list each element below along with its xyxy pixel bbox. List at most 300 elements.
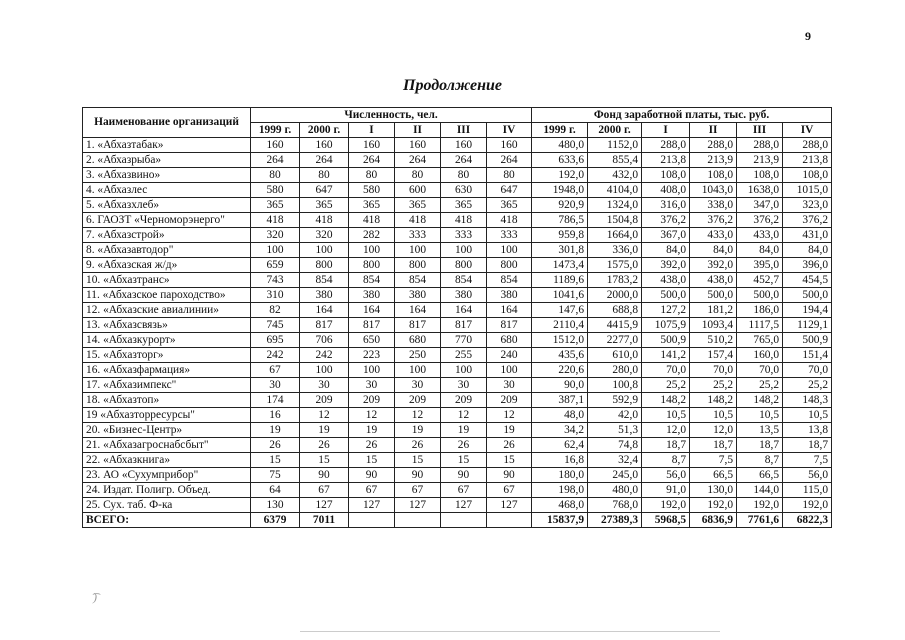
headcount-cell: 164 (395, 303, 441, 318)
fund-cell: 500,9 (642, 333, 690, 348)
fund-cell: 192,0 (532, 168, 588, 183)
fund-cell: 500,0 (642, 288, 690, 303)
fund-cell: 468,0 (532, 498, 588, 513)
fund-cell: 959,8 (532, 228, 588, 243)
headcount-cell: 75 (251, 468, 300, 483)
table-row (83, 228, 832, 243)
headcount-cell: 15 (300, 453, 349, 468)
fund-cell: 148,2 (690, 393, 737, 408)
table-row (83, 198, 832, 213)
fund-cell: 130,0 (690, 483, 737, 498)
fund-cell: 4415,9 (588, 318, 642, 333)
fund-cell: 920,9 (532, 198, 588, 213)
fund-cell: 84,0 (783, 243, 832, 258)
fund-cell: 56,0 (642, 468, 690, 483)
fund-cell: 438,0 (690, 273, 737, 288)
table-row (83, 153, 832, 168)
headcount-cell: 100 (251, 243, 300, 258)
headcount-cell: 26 (395, 438, 441, 453)
org-name-cell: 5. «Абхазхлеб» (83, 198, 251, 213)
payroll-table (82, 107, 832, 528)
headcount-cell: 67 (395, 483, 441, 498)
headcount-cell: 365 (441, 198, 487, 213)
headcount-cell: 12 (300, 408, 349, 423)
fund-cell: 25,2 (783, 378, 832, 393)
fund-cell: 8,7 (737, 453, 783, 468)
fund-cell: 100,8 (588, 378, 642, 393)
headcount-cell: 80 (251, 168, 300, 183)
fund-cell: 1093,4 (690, 318, 737, 333)
headcount-cell: 100 (487, 243, 532, 258)
headcount-cell: 854 (487, 273, 532, 288)
headcount-cell: 854 (441, 273, 487, 288)
headcount-cell: 800 (349, 258, 395, 273)
headcount-cell: 127 (300, 498, 349, 513)
fund-cell: 280,0 (588, 363, 642, 378)
headcount-cell: 800 (487, 258, 532, 273)
fund-cell: 108,0 (737, 168, 783, 183)
headcount-cell: 320 (300, 228, 349, 243)
fund-cell: 1152,0 (588, 138, 642, 153)
org-name-cell: 22. «Абхазкнига» (83, 453, 251, 468)
headcount-cell: 164 (300, 303, 349, 318)
header-fund-q2: II (690, 123, 737, 138)
fund-cell: 1189,6 (532, 273, 588, 288)
table-row (83, 273, 832, 288)
fund-cell: 56,0 (783, 468, 832, 483)
headcount-cell: 380 (441, 288, 487, 303)
headcount-cell: 100 (441, 243, 487, 258)
headcount-cell: 255 (441, 348, 487, 363)
headcount-cell: 100 (395, 243, 441, 258)
fund-cell: 25,2 (690, 378, 737, 393)
headcount-cell: 130 (251, 498, 300, 513)
headcount-cell: 854 (300, 273, 349, 288)
header-fund-1999: 1999 г. (532, 123, 588, 138)
fund-cell: 148,2 (737, 393, 783, 408)
page-title: Продолжение (403, 77, 502, 94)
headcount-cell: 15 (349, 453, 395, 468)
fund-cell: 1638,0 (737, 183, 783, 198)
fund-cell: 32,4 (588, 453, 642, 468)
headcount-cell: 100 (300, 363, 349, 378)
headcount-cell: 26 (441, 438, 487, 453)
fund-cell: 633,6 (532, 153, 588, 168)
fund-cell: 213,9 (737, 153, 783, 168)
fund-cell: 323,0 (783, 198, 832, 213)
org-name-cell: 1. «Абхазтабак» (83, 138, 251, 153)
headcount-cell: 854 (395, 273, 441, 288)
headcount-cell: 800 (395, 258, 441, 273)
headcount-cell: 67 (251, 363, 300, 378)
headcount-cell: 647 (300, 183, 349, 198)
headcount-cell: 817 (395, 318, 441, 333)
headcount-cell: 770 (441, 333, 487, 348)
fund-cell: 10,5 (737, 408, 783, 423)
fund-cell: 452,7 (737, 273, 783, 288)
fund-cell: 765,0 (737, 333, 783, 348)
fund-cell: 433,0 (690, 228, 737, 243)
fund-cell: 18,7 (642, 438, 690, 453)
fund-cell: 90,0 (532, 378, 588, 393)
fund-cell: 34,2 (532, 423, 588, 438)
fund-cell: 160,0 (737, 348, 783, 363)
headcount-cell: 240 (487, 348, 532, 363)
fund-cell: 610,0 (588, 348, 642, 363)
fund-cell: 245,0 (588, 468, 642, 483)
header-headcount: Численность, чел. (251, 108, 532, 123)
headcount-cell: 282 (349, 228, 395, 243)
org-name-cell: 16. «Абхазфармация» (83, 363, 251, 378)
headcount-cell: 19 (251, 423, 300, 438)
header-row-group (83, 108, 832, 123)
fund-cell: 157,4 (690, 348, 737, 363)
fund-cell: 336,0 (588, 243, 642, 258)
headcount-cell: 333 (487, 228, 532, 243)
table-row (83, 213, 832, 228)
table-row (83, 408, 832, 423)
headcount-cell: 160 (395, 138, 441, 153)
fund-cell: 10,5 (783, 408, 832, 423)
headcount-cell: 127 (349, 498, 395, 513)
fund-cell: 186,0 (737, 303, 783, 318)
header-org-name: Наименование организаций (83, 108, 251, 138)
org-name-cell: ВСЕГО: (83, 513, 251, 528)
fund-cell: 74,8 (588, 438, 642, 453)
headcount-cell: 320 (251, 228, 300, 243)
fund-cell: 42,0 (588, 408, 642, 423)
table-body (83, 138, 832, 528)
headcount-cell: 80 (300, 168, 349, 183)
table-row (83, 378, 832, 393)
headcount-cell: 817 (300, 318, 349, 333)
headcount-cell: 64 (251, 483, 300, 498)
table-row (83, 498, 832, 513)
org-name-cell: 6. ГАОЗТ «Черноморэнерго" (83, 213, 251, 228)
fund-cell: 500,0 (783, 288, 832, 303)
fund-cell: 192,0 (737, 498, 783, 513)
headcount-cell: 250 (395, 348, 441, 363)
headcount-cell: 127 (441, 498, 487, 513)
headcount-cell: 30 (300, 378, 349, 393)
fund-cell: 10,5 (690, 408, 737, 423)
fund-cell: 25,2 (642, 378, 690, 393)
headcount-cell: 19 (395, 423, 441, 438)
headcount-cell: 365 (349, 198, 395, 213)
fund-cell: 27389,3 (588, 513, 642, 528)
headcount-cell: 30 (349, 378, 395, 393)
headcount-cell: 90 (300, 468, 349, 483)
headcount-cell: 160 (251, 138, 300, 153)
fund-cell: 25,2 (737, 378, 783, 393)
headcount-cell: 164 (349, 303, 395, 318)
fund-cell: 70,0 (737, 363, 783, 378)
org-name-cell: 4. «Абхазлес (83, 183, 251, 198)
headcount-cell: 817 (441, 318, 487, 333)
headcount-cell: 264 (441, 153, 487, 168)
headcount-cell: 650 (349, 333, 395, 348)
fund-cell: 10,5 (642, 408, 690, 423)
table-row (83, 258, 832, 273)
fund-cell: 1512,0 (532, 333, 588, 348)
header-headcount-q3: III (441, 123, 487, 138)
headcount-cell: 15 (395, 453, 441, 468)
table-row (83, 168, 832, 183)
fund-cell: 91,0 (642, 483, 690, 498)
headcount-cell (395, 513, 441, 528)
fund-cell: 192,0 (690, 498, 737, 513)
headcount-cell: 90 (441, 468, 487, 483)
headcount-cell: 817 (487, 318, 532, 333)
fund-cell: 18,7 (783, 438, 832, 453)
headcount-cell: 310 (251, 288, 300, 303)
headcount-cell: 380 (395, 288, 441, 303)
headcount-cell: 380 (487, 288, 532, 303)
fund-cell: 84,0 (642, 243, 690, 258)
headcount-cell: 209 (441, 393, 487, 408)
fund-cell: 48,0 (532, 408, 588, 423)
page-number: 9 (805, 29, 811, 43)
headcount-cell: 26 (300, 438, 349, 453)
org-name-cell: 25. Сух. таб. Ф-ка (83, 498, 251, 513)
fund-cell: 432,0 (588, 168, 642, 183)
fund-cell: 855,4 (588, 153, 642, 168)
fund-cell: 301,8 (532, 243, 588, 258)
headcount-cell: 743 (251, 273, 300, 288)
headcount-cell: 15 (441, 453, 487, 468)
headcount-cell: 580 (251, 183, 300, 198)
headcount-cell: 380 (300, 288, 349, 303)
fund-cell: 12,0 (690, 423, 737, 438)
fund-cell: 13,5 (737, 423, 783, 438)
fund-cell: 147,6 (532, 303, 588, 318)
fund-cell: 376,2 (737, 213, 783, 228)
table-row (83, 423, 832, 438)
headcount-cell: 418 (251, 213, 300, 228)
org-name-cell: 3. «Абхазвино» (83, 168, 251, 183)
org-name-cell: 21. «Абхазагроснабсбыт" (83, 438, 251, 453)
fund-cell: 288,0 (783, 138, 832, 153)
header-fund-q1: I (642, 123, 690, 138)
fund-cell: 108,0 (642, 168, 690, 183)
headcount-cell: 82 (251, 303, 300, 318)
headcount-cell: 242 (251, 348, 300, 363)
fund-cell: 198,0 (532, 483, 588, 498)
fund-cell: 194,4 (783, 303, 832, 318)
fund-cell: 480,0 (532, 138, 588, 153)
headcount-cell: 6379 (251, 513, 300, 528)
headcount-cell: 12 (441, 408, 487, 423)
headcount-cell: 745 (251, 318, 300, 333)
margin-mark: ͡) (93, 590, 97, 604)
fund-cell: 392,0 (642, 258, 690, 273)
fund-cell: 108,0 (690, 168, 737, 183)
fund-cell: 347,0 (737, 198, 783, 213)
fund-cell: 84,0 (690, 243, 737, 258)
table-row (83, 438, 832, 453)
headcount-cell: 209 (300, 393, 349, 408)
headcount-cell: 160 (441, 138, 487, 153)
fund-cell: 7,5 (690, 453, 737, 468)
headcount-cell: 12 (487, 408, 532, 423)
headcount-cell: 15 (251, 453, 300, 468)
fund-cell: 338,0 (690, 198, 737, 213)
headcount-cell: 67 (441, 483, 487, 498)
fund-cell: 84,0 (737, 243, 783, 258)
headcount-cell: 127 (487, 498, 532, 513)
fund-cell: 376,2 (783, 213, 832, 228)
fund-cell: 1783,2 (588, 273, 642, 288)
headcount-cell: 264 (251, 153, 300, 168)
headcount-cell: 127 (395, 498, 441, 513)
header-headcount-q4: IV (487, 123, 532, 138)
fund-cell: 7761,6 (737, 513, 783, 528)
scan-edge-line (300, 631, 720, 632)
fund-cell: 6836,9 (690, 513, 737, 528)
headcount-cell: 223 (349, 348, 395, 363)
fund-cell: 2110,4 (532, 318, 588, 333)
fund-cell: 376,2 (690, 213, 737, 228)
fund-cell: 1473,4 (532, 258, 588, 273)
headcount-cell: 12 (349, 408, 395, 423)
fund-cell: 500,9 (783, 333, 832, 348)
fund-cell: 220,6 (532, 363, 588, 378)
org-name-cell: 24. Издат. Полигр. Объед. (83, 483, 251, 498)
fund-cell: 1664,0 (588, 228, 642, 243)
headcount-cell: 333 (395, 228, 441, 243)
fund-cell: 1015,0 (783, 183, 832, 198)
fund-cell: 510,2 (690, 333, 737, 348)
headcount-cell: 15 (487, 453, 532, 468)
fund-cell: 13,8 (783, 423, 832, 438)
org-name-cell: 15. «Абхазторг» (83, 348, 251, 363)
headcount-cell: 817 (349, 318, 395, 333)
org-name-cell: 20. «Бизнес-Центр» (83, 423, 251, 438)
headcount-cell: 30 (487, 378, 532, 393)
fund-cell: 62,4 (532, 438, 588, 453)
org-name-cell: 13. «Абхазсвязь» (83, 318, 251, 333)
org-name-cell: 7. «Абхазстрой» (83, 228, 251, 243)
headcount-cell: 264 (300, 153, 349, 168)
header-headcount-2000: 2000 г. (300, 123, 349, 138)
headcount-cell: 333 (441, 228, 487, 243)
fund-cell: 480,0 (588, 483, 642, 498)
fund-cell: 2000,0 (588, 288, 642, 303)
table-row (83, 303, 832, 318)
header-headcount-q2: II (395, 123, 441, 138)
headcount-cell: 380 (349, 288, 395, 303)
fund-cell: 395,0 (737, 258, 783, 273)
headcount-cell: 80 (487, 168, 532, 183)
table-row (83, 468, 832, 483)
fund-cell: 12,0 (642, 423, 690, 438)
headcount-cell: 264 (487, 153, 532, 168)
org-name-cell: 17. «Абхазимпекс" (83, 378, 251, 393)
fund-cell: 4104,0 (588, 183, 642, 198)
headcount-cell: 26 (487, 438, 532, 453)
fund-cell: 768,0 (588, 498, 642, 513)
fund-cell: 8,7 (642, 453, 690, 468)
headcount-cell: 695 (251, 333, 300, 348)
fund-cell: 387,1 (532, 393, 588, 408)
fund-cell: 51,3 (588, 423, 642, 438)
headcount-cell: 365 (395, 198, 441, 213)
fund-cell: 288,0 (737, 138, 783, 153)
table-row (83, 138, 832, 153)
table-row (83, 393, 832, 408)
headcount-cell: 418 (487, 213, 532, 228)
fund-cell: 376,2 (642, 213, 690, 228)
org-name-cell: 9. «Абхазская ж/д» (83, 258, 251, 273)
headcount-cell: 80 (349, 168, 395, 183)
fund-cell: 1041,6 (532, 288, 588, 303)
headcount-cell: 30 (251, 378, 300, 393)
fund-cell: 213,9 (690, 153, 737, 168)
headcount-cell: 19 (300, 423, 349, 438)
fund-cell: 288,0 (642, 138, 690, 153)
fund-cell: 2277,0 (588, 333, 642, 348)
fund-cell: 108,0 (783, 168, 832, 183)
fund-cell: 1324,0 (588, 198, 642, 213)
headcount-cell: 160 (487, 138, 532, 153)
headcount-cell: 647 (487, 183, 532, 198)
fund-cell: 148,3 (783, 393, 832, 408)
headcount-cell: 365 (487, 198, 532, 213)
org-name-cell: 23. АО «Сухумприбор" (83, 468, 251, 483)
headcount-cell: 90 (349, 468, 395, 483)
fund-cell: 18,7 (737, 438, 783, 453)
headcount-cell: 30 (395, 378, 441, 393)
headcount-cell: 164 (441, 303, 487, 318)
fund-cell: 70,0 (690, 363, 737, 378)
fund-cell: 18,7 (690, 438, 737, 453)
fund-cell: 392,0 (690, 258, 737, 273)
headcount-cell: 418 (441, 213, 487, 228)
org-name-cell: 14. «Абхазкурорт» (83, 333, 251, 348)
headcount-cell: 209 (395, 393, 441, 408)
fund-cell: 180,0 (532, 468, 588, 483)
fund-cell: 70,0 (642, 363, 690, 378)
headcount-cell: 264 (349, 153, 395, 168)
fund-cell: 438,0 (642, 273, 690, 288)
headcount-cell (487, 513, 532, 528)
fund-cell: 688,8 (588, 303, 642, 318)
fund-cell: 1575,0 (588, 258, 642, 273)
headcount-cell: 418 (300, 213, 349, 228)
headcount-cell: 242 (300, 348, 349, 363)
headcount-cell: 580 (349, 183, 395, 198)
headcount-cell: 30 (441, 378, 487, 393)
fund-cell: 66,5 (737, 468, 783, 483)
fund-cell: 141,2 (642, 348, 690, 363)
fund-cell: 1043,0 (690, 183, 737, 198)
headcount-cell: 67 (300, 483, 349, 498)
fund-cell: 192,0 (783, 498, 832, 513)
headcount-cell (441, 513, 487, 528)
fund-cell: 367,0 (642, 228, 690, 243)
fund-cell: 431,0 (783, 228, 832, 243)
headcount-cell: 80 (395, 168, 441, 183)
table-row (83, 483, 832, 498)
headcount-cell: 100 (349, 243, 395, 258)
fund-cell: 15837,9 (532, 513, 588, 528)
fund-cell: 148,2 (642, 393, 690, 408)
headcount-cell: 90 (395, 468, 441, 483)
headcount-cell: 7011 (300, 513, 349, 528)
table-row (83, 183, 832, 198)
fund-cell: 433,0 (737, 228, 783, 243)
headcount-cell: 26 (349, 438, 395, 453)
